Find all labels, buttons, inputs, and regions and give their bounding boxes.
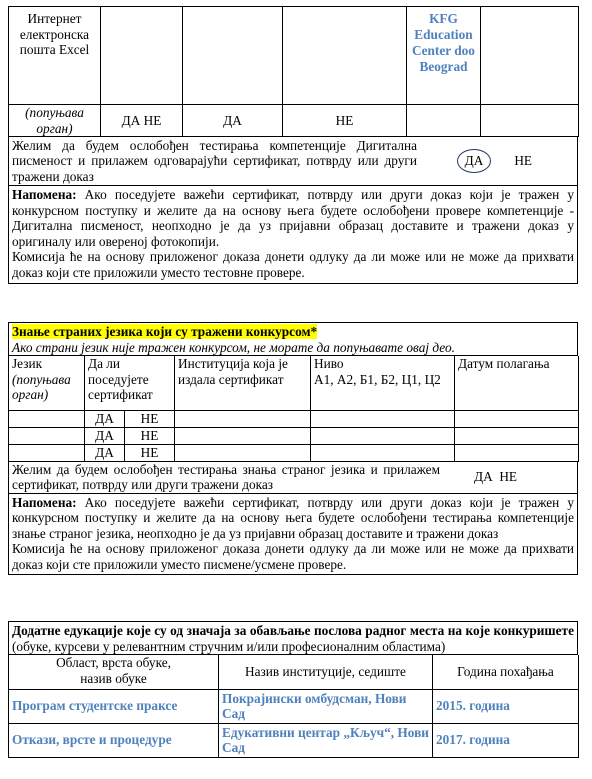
yes-no-choice[interactable]: ДА НЕ: [474, 469, 518, 485]
table-row: [9, 689, 579, 723]
exemption-text: Желим да будем ослобођен тестирања компетенције Дигитална писменост и прилажем одговарајући сертификат, потврду или други тражени доказ: [12, 137, 417, 184]
institution-cell[interactable]: Едукативни центар „Кључ“, Нови Сад: [219, 723, 433, 757]
table-row: [9, 723, 579, 757]
note-text: Ако поседујете важећи сертификат, потврду или други доказ који је тражен у конкурсном поступку и желите да на основу њега будете ослобођени тестирања компетенције знање страног језика, неопходно је да уз пријавни образац доставите и тражени доказ: [12, 494, 574, 541]
has-cert-col-header: Да ли поседујете сертификат: [85, 356, 175, 410]
education-table: [8, 655, 579, 758]
exemption-row: [8, 462, 578, 494]
exemption-text: Желим да будем ослобођен тестирања знања страног језика и прилажем сертификат, потврду или други тражени доказ: [12, 461, 440, 492]
language-cell[interactable]: [9, 444, 85, 461]
language-cell[interactable]: [9, 427, 85, 444]
foreign-languages-section: [8, 322, 578, 575]
note-label: Напомена:: [12, 187, 77, 202]
digital-literacy-table: [8, 6, 579, 137]
year-cell[interactable]: 2017. година: [433, 723, 579, 757]
no-option[interactable]: НЕ: [514, 153, 533, 168]
empty-cell[interactable]: [481, 7, 579, 105]
no-cell[interactable]: НЕ: [125, 444, 175, 461]
no-cell[interactable]: НЕ: [283, 105, 407, 137]
kfg-logo-text: KFG Education Center doo Beograd: [407, 7, 481, 105]
circled-yes[interactable]: ДА: [457, 149, 491, 173]
yes-no-choice: [457, 149, 532, 173]
digital-literacy-section: [8, 6, 578, 284]
exemption-row: [8, 137, 578, 186]
institution-col-header: Назив институције, седиште: [219, 655, 433, 689]
empty-cell[interactable]: [407, 105, 481, 137]
level-cell[interactable]: [311, 410, 455, 427]
note-text-2: Комисија ће на основу приложеног доказа донети одлуку да ли може или не може да прихвати доказ који сте приложили уместо тестовне провере.: [12, 249, 574, 280]
institution-cell[interactable]: Покрајински омбудсман, Нови Сад: [219, 689, 433, 723]
languages-table: [8, 356, 579, 462]
institution-cell[interactable]: [175, 427, 311, 444]
no-cell[interactable]: НЕ: [125, 410, 175, 427]
education-title: Додатне едукације које су од значаја за обављање послова радног места на које конкуришете: [12, 623, 574, 638]
note-box: [8, 186, 578, 284]
level-cell[interactable]: [311, 444, 455, 461]
language-cell[interactable]: [9, 410, 85, 427]
note-text-2: Комисија ће на основу приложеног доказа донети одлуку да ли може или не може да прихвати доказ који сте приложили уместо писмене/усмене провере.: [12, 541, 574, 572]
area-cell[interactable]: Програм студентске праксе: [9, 689, 219, 723]
filled-by-label: (попуњава орган): [12, 371, 71, 402]
date-col-header: Датум полагања: [455, 356, 579, 410]
note-text: Ако поседујете важећи сертификат, потврду или други доказ који је тражен у конкурсном поступку и желите да на основу њега будете ослобођени провере компетенције - Дигитална писменост, неопходно је да уз пријавни образац доставите и тражени доказ у оригиналу или овереној фотокопији.: [12, 187, 574, 249]
empty-cell[interactable]: [101, 7, 183, 105]
date-cell[interactable]: [455, 427, 579, 444]
yes-cell[interactable]: ДА: [85, 410, 125, 427]
year-cell[interactable]: 2015. година: [433, 689, 579, 723]
yes-cell[interactable]: ДА: [183, 105, 283, 137]
note-label: Напомена:: [12, 494, 77, 510]
additional-education-section: [8, 621, 578, 758]
filled-by-label: (попуњава орган): [9, 105, 101, 137]
table-row: [9, 427, 579, 444]
languages-subtitle: Ако страни језик није тражен конкурсом, не морате да попуњавате овај део.: [12, 339, 455, 355]
date-cell[interactable]: [455, 444, 579, 461]
yes-cell[interactable]: ДА: [85, 444, 125, 461]
no-cell[interactable]: НЕ: [125, 427, 175, 444]
table-row: [9, 444, 579, 461]
empty-cell[interactable]: [481, 105, 579, 137]
year-col-header: Година похађања: [433, 655, 579, 689]
education-header: [8, 621, 578, 655]
level-col-header: Ниво А1, А2, Б1, Б2, Ц1, Ц2: [311, 356, 455, 410]
institution-cell[interactable]: [175, 444, 311, 461]
area-cell[interactable]: Откази, врсте и процедуре: [9, 723, 219, 757]
institution-cell[interactable]: [175, 410, 311, 427]
languages-title: Знање страних језика који су тражени конкурсом*: [12, 324, 318, 339]
empty-cell[interactable]: [283, 7, 407, 105]
level-cell[interactable]: [311, 427, 455, 444]
language-col-header: Језик (попуњава орган): [9, 356, 85, 410]
table-row: [9, 410, 579, 427]
education-title-rest: (обуке, курсеви у релевантним стручним и/или професионалним областима): [12, 638, 446, 654]
note-box: [8, 494, 578, 576]
institution-col-header: Институција која је издала сертификат: [175, 356, 311, 410]
date-cell[interactable]: [455, 410, 579, 427]
yes-cell[interactable]: ДА: [85, 427, 125, 444]
area-col-header: Област, врста обуке, назив обуке: [9, 655, 219, 689]
languages-header: [8, 322, 578, 356]
yes-no-cell[interactable]: ДА НЕ: [101, 105, 183, 137]
empty-cell[interactable]: [183, 7, 283, 105]
header-cell: Интернет електронска пошта Excel: [9, 7, 101, 105]
